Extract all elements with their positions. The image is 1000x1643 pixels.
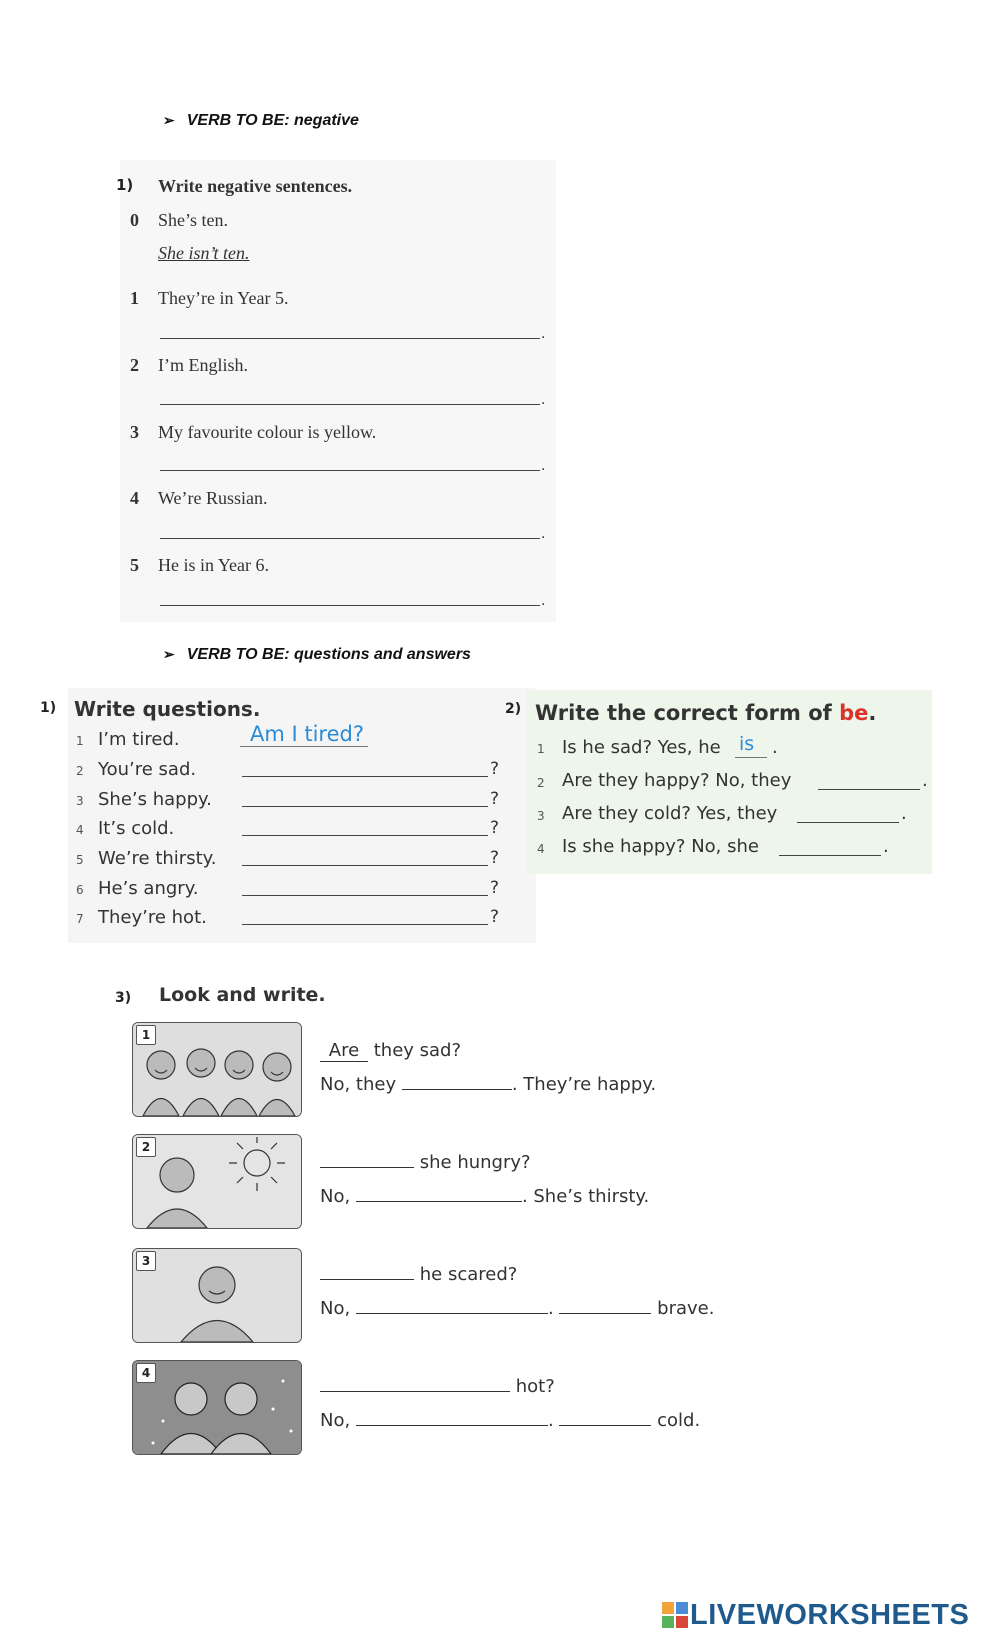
question-mark: ?: [490, 759, 500, 779]
example-prompt: She’s ten.: [158, 210, 228, 230]
section-heading-negative: ➢ VERB TO BE: negative: [163, 112, 359, 129]
exercise-title: Look and write.: [159, 984, 326, 1006]
cold-children-icon: [133, 1361, 301, 1454]
answer-line[interactable]: [242, 776, 488, 777]
example-answer: She isn’t ten.: [158, 243, 250, 263]
picture-happy-children: [132, 1022, 302, 1117]
answer-line[interactable]: [242, 895, 488, 896]
answer-line[interactable]: [797, 822, 899, 823]
question-line: Are they sad?: [320, 1040, 461, 1062]
question-mark: ?: [490, 878, 500, 898]
item-prompt: They’re in Year 5.: [158, 288, 289, 308]
arrow-bullet-icon: ➢: [163, 646, 175, 662]
item-number: 2: [130, 355, 139, 375]
prefilled-answer: Are: [320, 1040, 368, 1062]
answer-blank[interactable]: [559, 1313, 651, 1314]
item-number: 1: [130, 288, 139, 308]
answer-blank[interactable]: [559, 1425, 651, 1426]
period: .: [541, 326, 546, 342]
question-mark: ?: [490, 907, 500, 927]
item-number: 1: [76, 734, 84, 748]
item-number: 1: [537, 742, 545, 756]
exercise-title: Write questions.: [74, 697, 261, 721]
picture-badge: 4: [136, 1363, 156, 1383]
answer-blank[interactable]: [356, 1201, 522, 1202]
question-mark: ?: [490, 789, 500, 809]
answer-line[interactable]: [160, 538, 540, 539]
answer-line[interactable]: [242, 835, 488, 836]
item-prompt: We’re Russian.: [158, 488, 268, 508]
item-number: 4: [76, 823, 84, 837]
item-number: 4: [537, 842, 545, 856]
picture-cold-children: [132, 1360, 302, 1455]
period: .: [901, 803, 907, 824]
period: .: [541, 593, 546, 609]
answer-line[interactable]: [242, 865, 488, 866]
item-prompt: He is in Year 6.: [158, 555, 269, 575]
question-mark: ?: [490, 848, 500, 868]
answer-line-row: No, . brave.: [320, 1298, 715, 1319]
answer-line: [240, 746, 368, 747]
question-line: hot?: [320, 1376, 555, 1397]
exercise-number: 1): [116, 176, 134, 194]
item-prompt: Are they cold? Yes, they: [562, 803, 778, 824]
exercise-title: Write the correct form of be.: [535, 701, 877, 725]
item-number: 2: [537, 776, 545, 790]
answer-blank[interactable]: [320, 1279, 414, 1280]
answer-line: [735, 757, 767, 758]
item-number: 6: [76, 883, 84, 897]
brave-boy-icon: [133, 1249, 301, 1342]
item-prompt: I’m English.: [158, 355, 248, 375]
item-number: 5: [130, 555, 139, 575]
item-number: 5: [76, 853, 84, 867]
period: .: [883, 836, 889, 857]
item-prompt: Is he sad? Yes, he: [562, 737, 721, 758]
example-number: 0: [130, 210, 139, 230]
picture-badge: 3: [136, 1251, 156, 1271]
answer-line[interactable]: [242, 806, 488, 807]
question-mark: ?: [490, 818, 500, 838]
answer-blank[interactable]: [320, 1391, 510, 1392]
picture-thirsty-girl: [132, 1134, 302, 1229]
answer-blank[interactable]: [402, 1089, 512, 1090]
exercise-title: Write negative sentences.: [158, 176, 353, 196]
answer-line-row: No, . cold.: [320, 1410, 701, 1431]
picture-brave-boy: [132, 1248, 302, 1343]
item-number: 4: [130, 488, 139, 508]
question-line: he scared?: [320, 1264, 517, 1285]
answer-line-row: No, they . They’re happy.: [320, 1074, 657, 1095]
picture-badge: 1: [136, 1025, 156, 1045]
answer-line[interactable]: [242, 924, 488, 925]
answer-blank[interactable]: [320, 1167, 414, 1168]
exercise-number: 2): [505, 701, 522, 717]
liveworksheets-logo: [662, 1598, 969, 1632]
answer-blank[interactable]: [356, 1313, 548, 1314]
answer-line[interactable]: [160, 338, 540, 339]
item-number: 3: [130, 422, 139, 442]
period: .: [922, 770, 928, 791]
answer-line[interactable]: [160, 404, 540, 405]
answer-blank[interactable]: [356, 1425, 548, 1426]
item-prompt: She’s happy.: [98, 789, 212, 810]
exercise-number: 1): [40, 700, 57, 716]
section-heading-questions: ➢ VERB TO BE: questions and answers: [163, 646, 471, 663]
happy-children-icon: [133, 1023, 301, 1116]
item-prompt: We’re thirsty.: [98, 848, 217, 869]
item-prompt: Is she happy? No, she: [562, 836, 759, 857]
item-prompt: You’re sad.: [98, 759, 197, 780]
item-prompt: My favourite colour is yellow.: [158, 422, 377, 442]
picture-badge: 2: [136, 1137, 156, 1157]
item-number: 3: [76, 794, 84, 808]
answer-line[interactable]: [160, 470, 540, 471]
answer-line-row: No, . She’s thirsty.: [320, 1186, 650, 1207]
exercise-number: 3): [115, 990, 132, 1006]
answer-line[interactable]: [779, 855, 881, 856]
example-answer: is: [739, 733, 755, 755]
question-line: she hungry?: [320, 1152, 531, 1173]
liveworksheets-logo-icon: [662, 1602, 688, 1628]
item-number: 3: [537, 809, 545, 823]
brand-name: LIVEWORKSHEETS: [690, 1598, 970, 1631]
example-answer: Am I tired?: [250, 722, 365, 746]
item-prompt: I’m tired.: [98, 729, 180, 750]
item-prompt: Are they happy? No, they: [562, 770, 792, 791]
item-prompt: It’s cold.: [98, 818, 175, 839]
answer-line[interactable]: [818, 789, 920, 790]
answer-line[interactable]: [160, 605, 540, 606]
item-number: 7: [76, 912, 84, 926]
period: .: [541, 392, 546, 408]
thirsty-girl-icon: [133, 1135, 301, 1228]
item-prompt: He’s angry.: [98, 878, 199, 899]
item-prompt: They’re hot.: [98, 907, 207, 928]
period: .: [541, 526, 546, 542]
period: .: [541, 458, 546, 474]
arrow-bullet-icon: ➢: [163, 112, 175, 128]
period: .: [772, 737, 778, 758]
item-number: 2: [76, 764, 84, 778]
